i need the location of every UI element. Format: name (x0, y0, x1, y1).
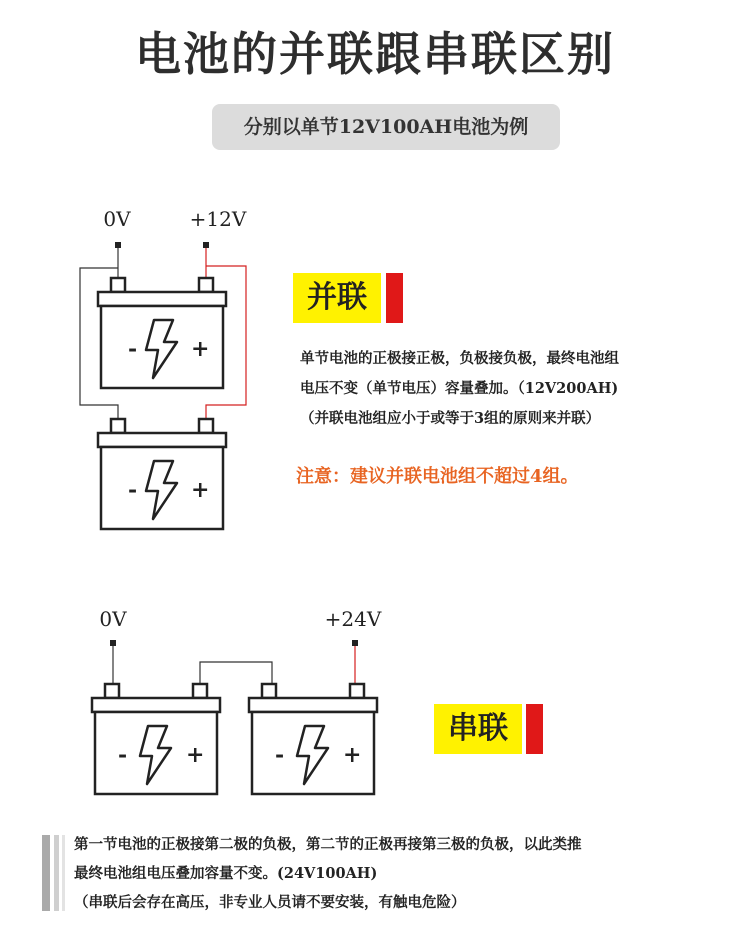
series-tag: 串联 (434, 704, 522, 754)
series-link-wire (200, 662, 272, 686)
minus-symbol: - (128, 477, 138, 503)
plus-symbol: + (191, 336, 210, 362)
parallel-desc-line: 电压不变（单节电压）容量叠加。（12V200AH) (300, 380, 619, 397)
series-positive-label: +24V (324, 607, 382, 631)
series-description (74, 830, 582, 917)
battery-parallel-2 (98, 419, 226, 529)
parallel-tag: 并联 (293, 273, 381, 323)
minus-symbol: - (275, 742, 285, 768)
series-desc-line: （串联后会存在高压，非专业人员请不要安装，有触电危险） (74, 894, 466, 911)
plus-symbol: + (191, 477, 210, 503)
parallel-positive-label: +12V (189, 207, 247, 231)
parallel-negative-label: 0V (103, 207, 131, 231)
battery-parallel-1 (98, 278, 226, 388)
series-tag-bar (526, 704, 543, 754)
series-desc-line: 第一节电池的正极接第二极的负极，第二节的正极再接第三极的负极，以此类推 (74, 836, 582, 853)
parallel-tag-bar (386, 273, 403, 323)
minus-symbol: - (118, 742, 128, 768)
battery-series-1 (92, 684, 220, 794)
parallel-desc-line: 单节电池的正极接正极，负极接负极，最终电池组 (300, 350, 619, 367)
series-desc-line: 最终电池组电压叠加容量不变。(24V100AH) (74, 865, 378, 882)
plus-symbol: + (343, 742, 362, 768)
series-negative-label: 0V (99, 607, 127, 631)
plus-symbol: + (186, 742, 205, 768)
battery-series-2 (249, 684, 377, 794)
parallel-desc-line: （并联电池组应小于或等于3组的原则来并联） (300, 410, 601, 427)
parallel-description (300, 344, 619, 434)
minus-symbol: - (128, 336, 138, 362)
parallel-note: 注意：建议并联电池组不超过4组。 (296, 466, 579, 487)
page-title: 电池的并联跟串联区别 (135, 27, 615, 81)
subtitle-badge: 分别以单节12V100AH电池为例 (212, 104, 560, 150)
